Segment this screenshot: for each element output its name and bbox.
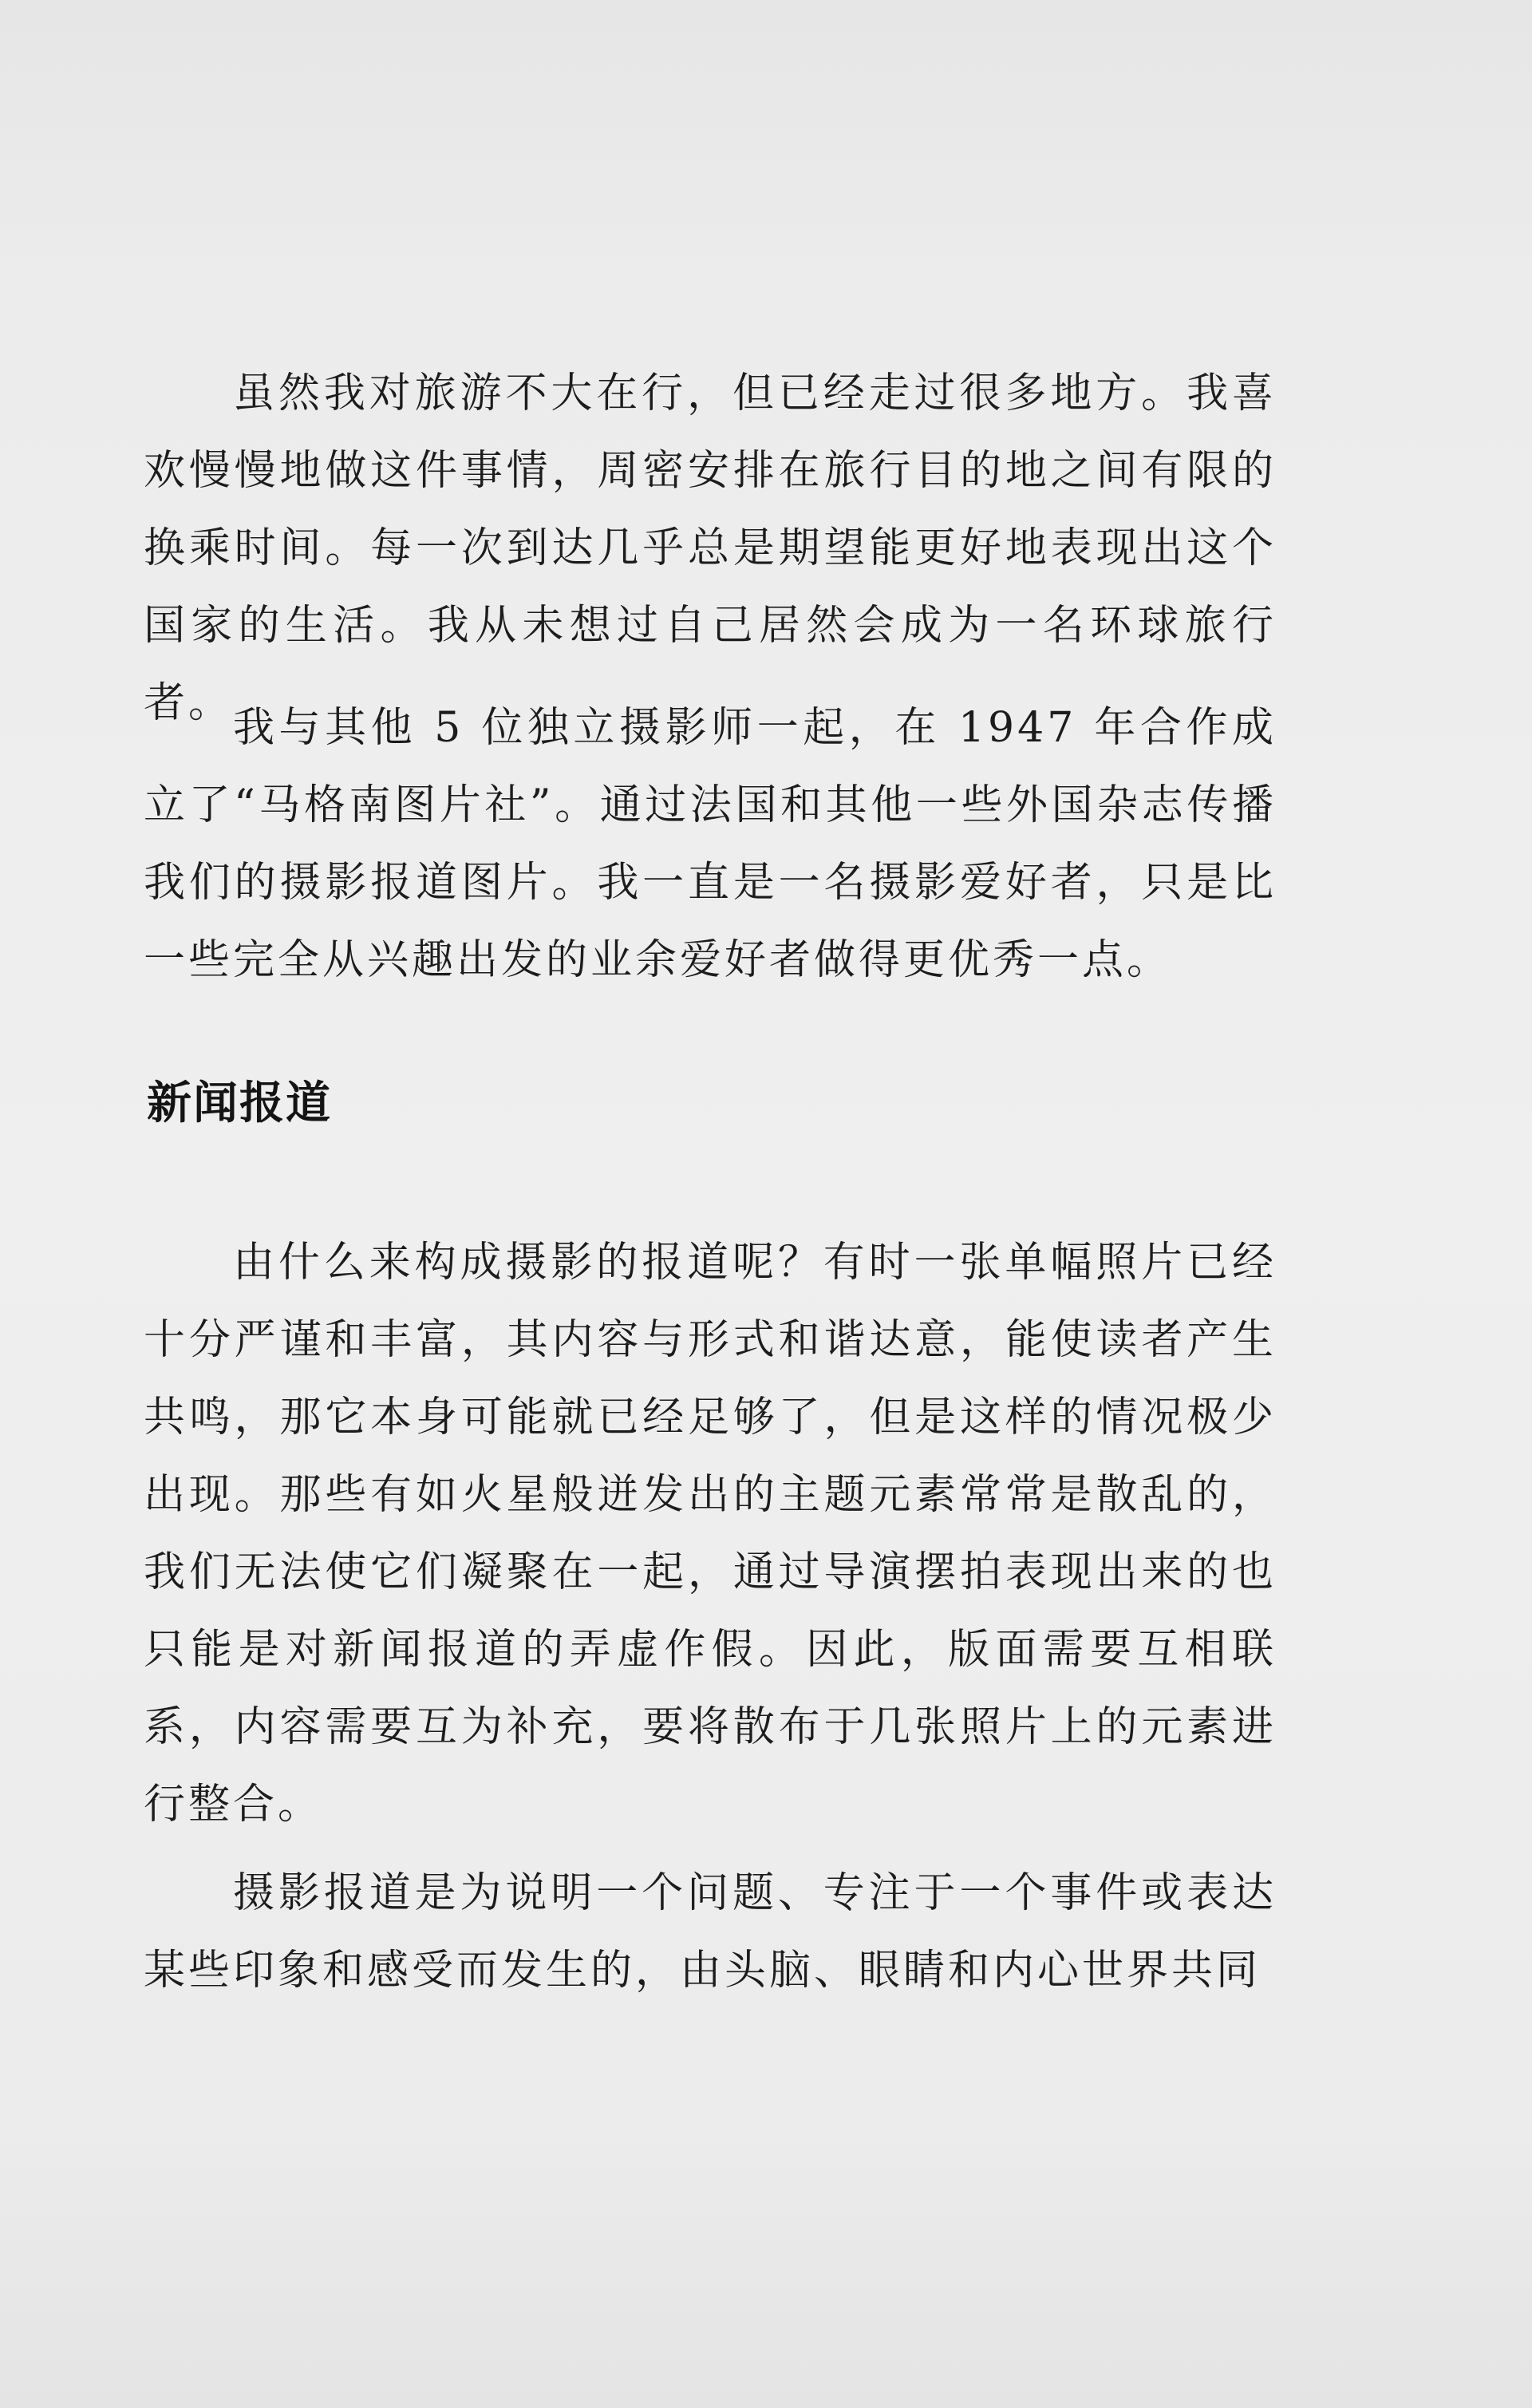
body-paragraph-magnum: 我与其他 5 位独立摄影师一起，在 1947 年合作成立了“马格南图片社”。通过法国和其他一些外国杂志传播我们的摄影报道图片。我一直是一名摄影爱好者，只是比一些完全从兴趣出发的业余爱好者做得更优秀一点。 [144, 704, 1277, 984]
section-heading: 新闻报道 [147, 1077, 332, 1129]
body-paragraph-photo-story: 摄影报道是为说明一个问题、专注于一个事件或表达某些印象和感受而发生的，由头脑、眼睛和内心世界共同 [144, 1869, 1277, 1995]
body-paragraph-travel: 虽然我对旅游不大在行，但已经走过很多地方。我喜欢慢慢地做这件事情，周密安排在旅行目的地之间有限的换乘时间。每一次到达几乎总是期望能更好地表现出这个国家的生活。我从未想过自己居然会成为一名环球旅行者。 [144, 370, 1277, 727]
body-paragraph-reportage: 由什么来构成摄影的报道呢？有时一张单幅照片已经十分严谨和丰富，其内容与形式和谐达意，能使读者产生共鸣，那它本身可能就已经足够了，但是这样的情况极少出现。那些有如火星般迸发出的主题元素常常是散乱的，我们无法使它们凝聚在一起，通过导演摆拍表现出来的也只能是对新闻报道的弄虚作假。因此，版面需要互相联系，内容需要互为补充，要将散布于几张照片上的元素进行整合。 [144, 1239, 1277, 1829]
